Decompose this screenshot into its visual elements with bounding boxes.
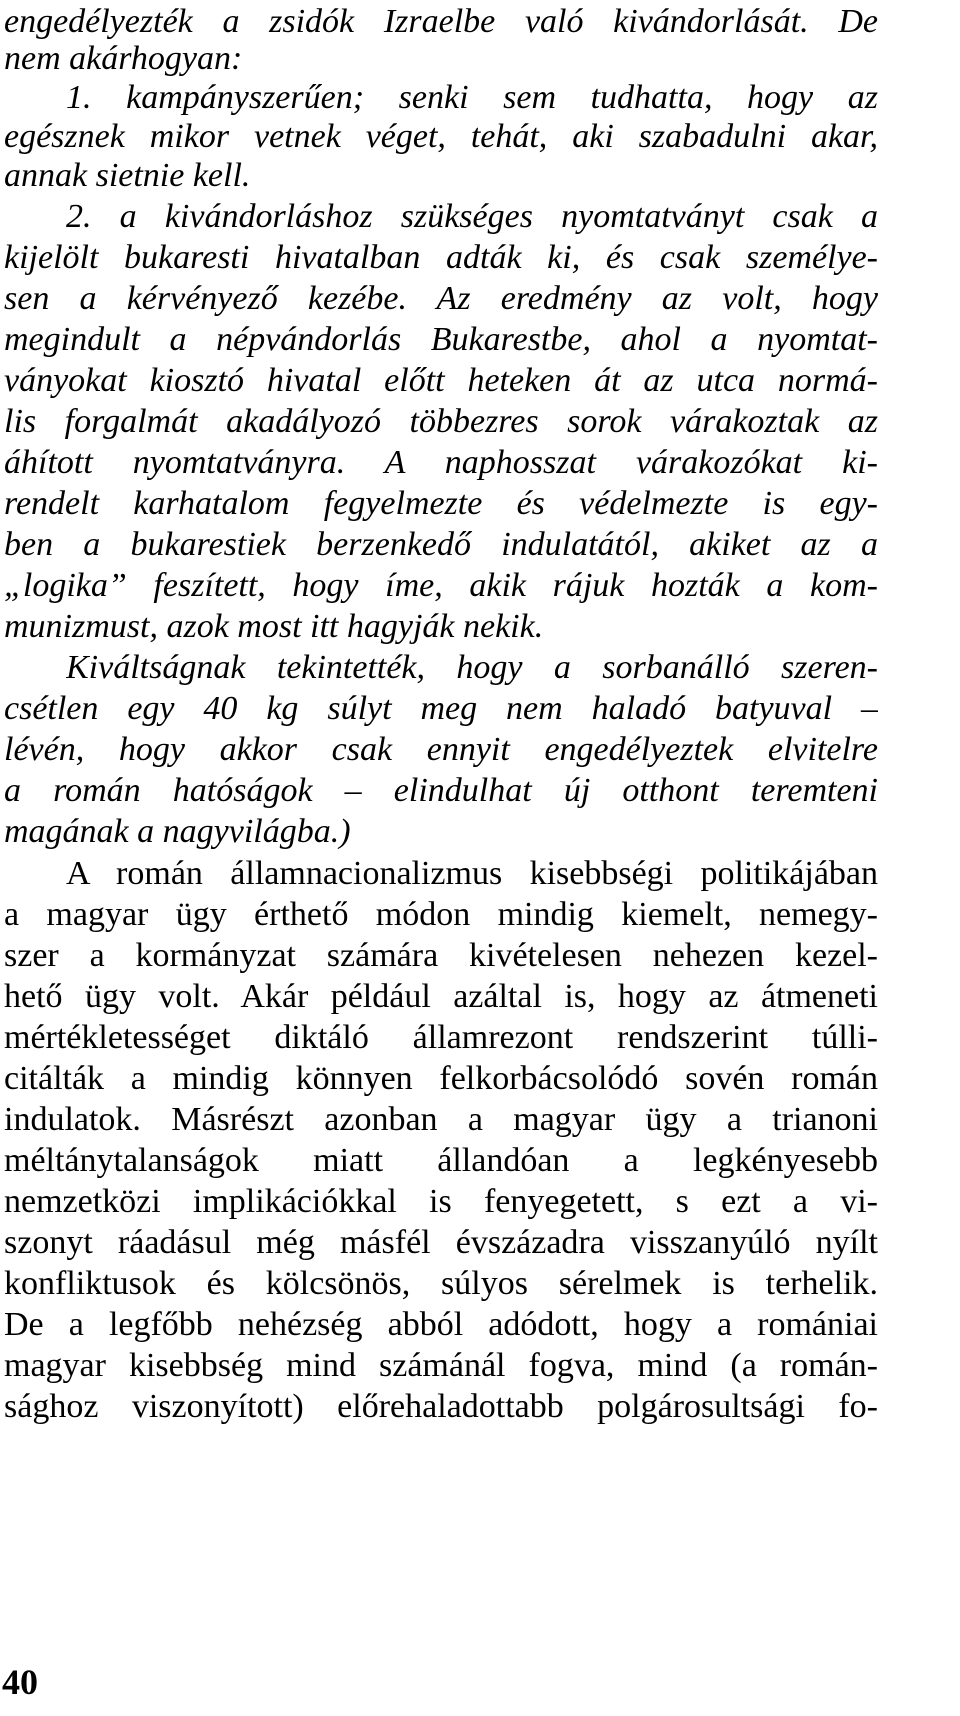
text-line: nemzetközi implikációkkal is fenyegetett, s ezt a vi- [4, 1183, 878, 1220]
text-line: megindult a népvándorlás Bukarestbe, ahol a nyomtat- [4, 321, 878, 358]
text-line: ványokat kiosztó hivatal előtt heteken át az utca normá- [4, 362, 878, 399]
text-line: egésznek mikor vetnek véget, tehát, aki szabadulni akar, [4, 118, 878, 155]
text-line: szonyt ráadásul még másfél évszázadra visszanyúló nyílt [4, 1224, 878, 1261]
text-line: annak sietnie kell. [4, 157, 251, 194]
text-line: szer a kormányzat számára kivételesen nehezen kezel- [4, 937, 878, 974]
text-line: Kiváltságnak tekintették, hogy a sorbanálló szeren- [66, 649, 878, 686]
text-line: a román hatóságok – elindulhat új otthont teremteni [4, 772, 878, 809]
text-line: citálták a mindig könnyen felkorbácsolódó sovén román [4, 1060, 878, 1097]
text-line: sen a kérvényező kezébe. Az eredmény az volt, hogy [4, 280, 878, 317]
text-line: méltánytalanságok miatt állandóan a legkényesebb [4, 1142, 878, 1179]
text-line: csétlen egy 40 kg súlyt meg nem haladó batyuval – [4, 690, 878, 727]
text-line: magának a nagyvilágba.) [4, 813, 351, 850]
text-line: 2. a kivándorláshoz szükséges nyomtatványt csak a [66, 198, 878, 235]
text-line: lis forgalmát akadályozó többezres sorok várakoztak az [4, 403, 878, 440]
text-line: hető ügy volt. Akár például azáltal is, hogy az átmeneti [4, 978, 878, 1015]
text-line: lévén, hogy akkor csak ennyit engedélyeztek elvitelre [4, 731, 878, 768]
text-line: De a legfőbb nehézség abból adódott, hogy a romániai [4, 1306, 878, 1343]
text-line: rendelt karhatalom fegyelmezte és védelmezte is egy- [4, 485, 878, 522]
text-line: nem akárhogyan: [4, 40, 243, 77]
text-line: indulatok. Másrészt azonban a magyar ügy a trianoni [4, 1101, 878, 1138]
text-line: munizmust, azok most itt hagyják nekik. [4, 608, 544, 645]
text-line: A román államnacionalizmus kisebbségi politikájában [66, 855, 878, 892]
text-line: engedélyezték a zsidók Izraelbe való kivándorlását. De [4, 3, 878, 40]
text-line: kijelölt bukaresti hivatalban adták ki, és csak személye- [4, 239, 878, 276]
text-line: konfliktusok és kölcsönös, súlyos sérelmek is terhelik. [4, 1265, 878, 1302]
text-line: „logika” feszített, hogy íme, akik rájuk hozták a kom- [4, 567, 878, 604]
text-line: 1. kampányszerűen; senki sem tudhatta, hogy az [66, 79, 878, 116]
text-line: magyar kisebbség mind számánál fogva, mind (a román- [4, 1347, 878, 1384]
text-line: ben a bukarestiek berzenkedő indulatától, akiket az a [4, 526, 878, 563]
text-line: áhított nyomtatványra. A naphosszat várakozókat ki- [4, 444, 878, 481]
text-line: mértékletességet diktáló államrezont rendszerint túlli- [4, 1019, 878, 1056]
page-number: 40 [2, 1662, 38, 1702]
text-line: a magyar ügy érthető módon mindig kiemelt, nemegy- [4, 896, 878, 933]
text-line: sághoz viszonyított) előrehaladottabb polgárosultsági fo- [4, 1388, 878, 1425]
